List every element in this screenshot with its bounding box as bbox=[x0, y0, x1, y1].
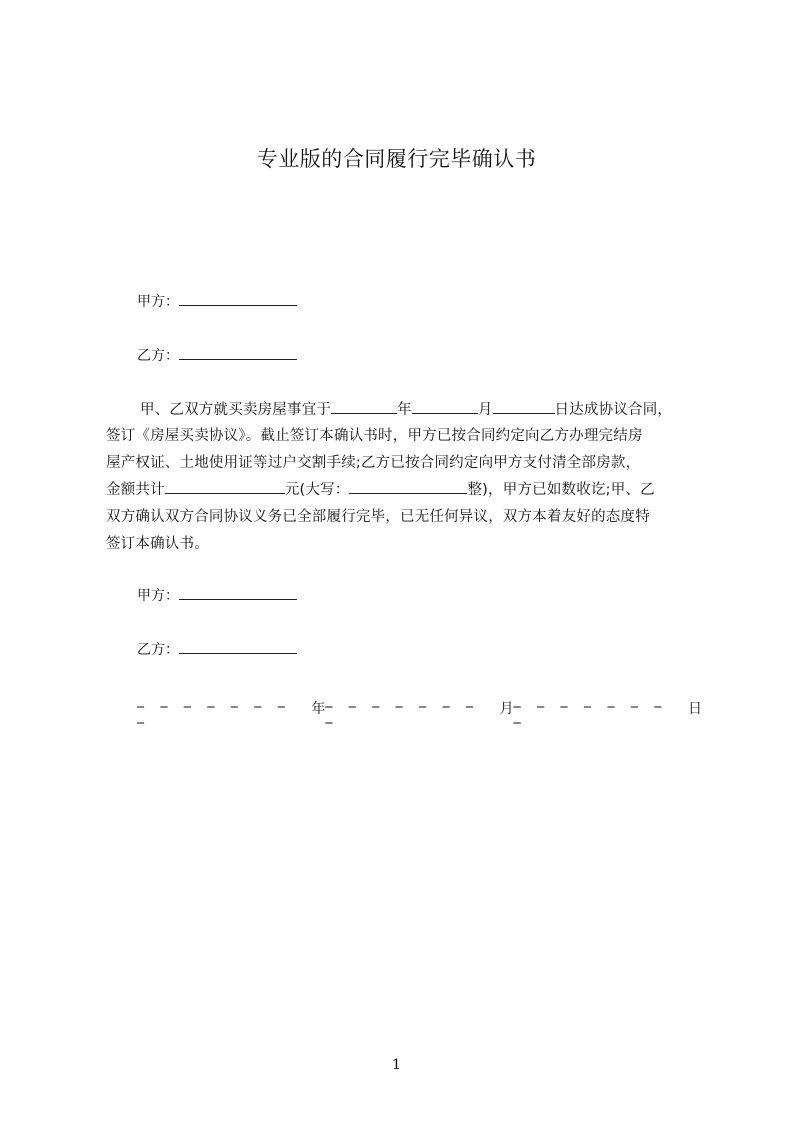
body-text: 整)，甲方已如数收讫;甲、乙 bbox=[467, 482, 655, 498]
body-text: 甲、乙双方就买卖房屋事宜于 bbox=[140, 402, 332, 418]
party-a-line bbox=[137, 291, 297, 311]
body-line-5: 双方确认双方合同协议义务已全部履行完毕，已无任何异议，双方本着友好的态度特 bbox=[106, 509, 650, 525]
body-text: 月 bbox=[477, 402, 493, 418]
document-title: 专业版的合同履行完毕确认书 bbox=[256, 147, 537, 171]
signature-date-line bbox=[137, 692, 702, 724]
amount-blank[interactable] bbox=[165, 480, 285, 494]
party-b-label: 乙方： bbox=[137, 348, 179, 364]
party-a-label: 甲方： bbox=[137, 294, 179, 310]
date-month-label: 月 bbox=[499, 701, 514, 717]
body-line-1 bbox=[140, 398, 672, 419]
body-text: 日达成协议合同， bbox=[554, 402, 673, 418]
body-line-6: 签订本确认书。 bbox=[106, 536, 209, 552]
body-text: 年 bbox=[397, 402, 412, 418]
date-year-label: 年 bbox=[311, 701, 326, 717]
signature-party-b-blank[interactable] bbox=[179, 640, 297, 654]
date-month-blank[interactable]: _ _ _ _ _ _ _ _ bbox=[325, 692, 480, 724]
signature-party-a-line bbox=[137, 585, 297, 605]
amount-words-blank[interactable] bbox=[349, 480, 467, 494]
year-blank[interactable] bbox=[331, 400, 397, 414]
party-a-blank[interactable] bbox=[179, 292, 297, 306]
date-day-blank[interactable]: _ _ _ _ _ _ _ _ bbox=[513, 692, 668, 724]
party-b-line bbox=[137, 345, 297, 365]
page-number: 1 bbox=[392, 1057, 401, 1073]
signature-party-a-label: 甲方： bbox=[137, 588, 179, 604]
signature-party-b-line bbox=[137, 639, 297, 659]
body-text: 元(大写： bbox=[284, 482, 350, 498]
day-blank[interactable] bbox=[493, 400, 555, 414]
body-text: 金额共计 bbox=[106, 482, 165, 498]
signature-party-a-blank[interactable] bbox=[179, 586, 297, 600]
signature-party-b-label: 乙方： bbox=[137, 642, 179, 658]
date-day-label: 日 bbox=[687, 701, 702, 717]
date-year-blank[interactable]: _ _ _ _ _ _ _ _ bbox=[137, 692, 291, 724]
party-b-blank[interactable] bbox=[179, 346, 297, 360]
month-blank[interactable] bbox=[412, 400, 478, 414]
body-line-2: 签订《房屋买卖协议》。截止签订本确认书时，甲方已按合同约定向乙方办理完结房 bbox=[106, 428, 643, 444]
body-line-3: 屋产权证、土地使用证等过户交割手续;乙方已按合同约定向甲方支付清全部房款， bbox=[106, 455, 641, 471]
body-line-4 bbox=[106, 478, 655, 499]
